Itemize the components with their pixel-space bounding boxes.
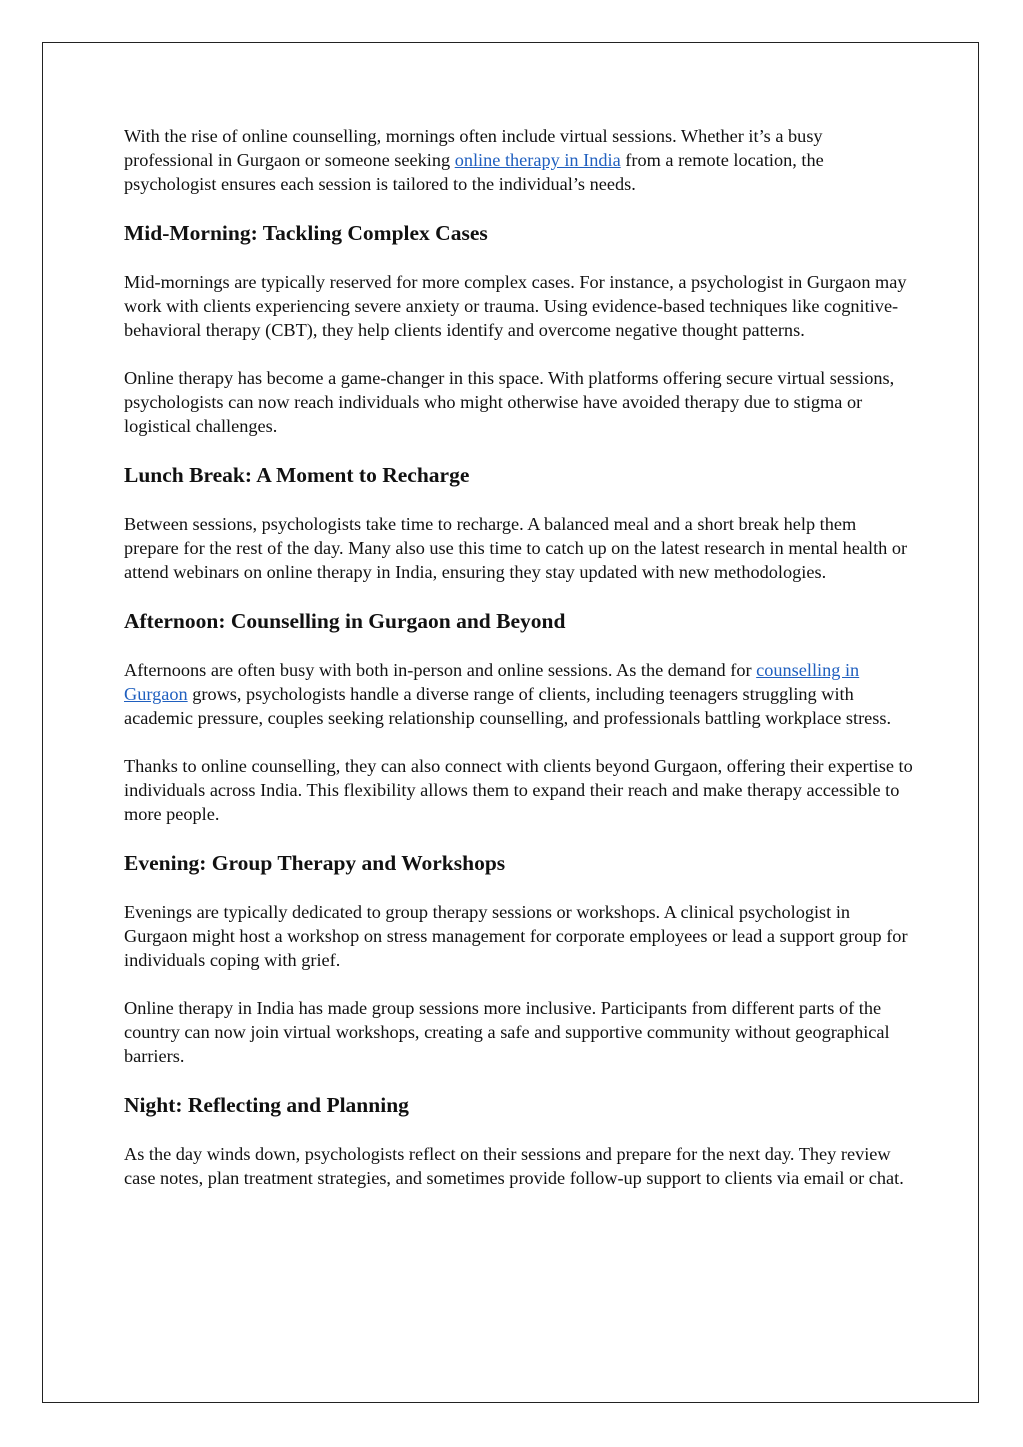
paragraph-lunch-break: Between sessions, psychologists take time to recharge. A balanced meal and a short break help them prepare for the rest of the day. Many also use this time to catch up on the latest research in mental health or attend webinars on online therapy in India, ensuring they stay updated with new methodologies. <box>124 514 908 582</box>
paragraph-night-reflection: As the day winds down, psychologists reflect on their sessions and prepare for the next day. They review case notes, plan treatment strategies, and sometimes provide follow-up support to clients via email or chat. <box>124 1144 904 1188</box>
paragraph-group-sessions-inclusive: Online therapy in India has made group sessions more inclusive. Participants from different parts of the country can now join virtual workshops, creating a safe and supportive community without geographical barriers. <box>124 998 890 1066</box>
counselling-gurgaon-link[interactable]: counselling in Gurgaon <box>124 660 860 704</box>
paragraph-online-therapy-game-changer: Online therapy has become a game-changer in this space. With platforms offering secure virtual sessions, psychologists can now reach individuals who might otherwise have avoided therapy due to stigma or logistical challenges. <box>124 368 895 436</box>
document-body <box>124 124 914 1214</box>
paragraph-afternoon-sessions: Afternoons are often busy with both in-person and online sessions. As the demand for counselling in Gurgaon grows, psychologists handle a diverse range of clients, including teenagers struggling with academic pressure, couples seeking relationship counselling, and professionals battling workplace stress. <box>124 660 892 728</box>
paragraph-online-counselling-mornings: With the rise of online counselling, mornings often include virtual sessions. Whether it’s a busy professional in Gurgaon or someone seeking online therapy in India from a remote location, the psychologist ensures each session is tailored to the individual’s needs. <box>124 126 824 194</box>
paragraph-beyond-gurgaon: Thanks to online counselling, they can also connect with clients beyond Gurgaon, offering their expertise to individuals across India. This flexibility allows them to expand their reach and make therapy accessible to more people. <box>124 756 913 824</box>
heading-night: Night: Reflecting and Planning <box>124 1093 409 1117</box>
paragraph-evening-group-therapy: Evenings are typically dedicated to group therapy sessions or workshops. A clinical psychologist in Gurgaon might host a workshop on stress management for corporate employees or lead a support group for individuals coping with grief. <box>124 902 908 970</box>
online-therapy-india-link[interactable]: online therapy in India <box>454 150 621 170</box>
heading-evening: Evening: Group Therapy and Workshops <box>124 851 506 875</box>
heading-lunch-break: Lunch Break: A Moment to Recharge <box>124 463 470 487</box>
heading-mid-morning: Mid-Morning: Tackling Complex Cases <box>124 221 488 245</box>
paragraph-mid-morning-complex-cases: Mid-mornings are typically reserved for more complex cases. For instance, a psychologist in Gurgaon may work with clients experiencing severe anxiety or trauma. Using evidence-based techniques like cognitive-behavioral therapy (CBT), they help clients identify and overcome negative thought patterns. <box>124 272 907 340</box>
heading-afternoon: Afternoon: Counselling in Gurgaon and Beyond <box>124 609 566 633</box>
